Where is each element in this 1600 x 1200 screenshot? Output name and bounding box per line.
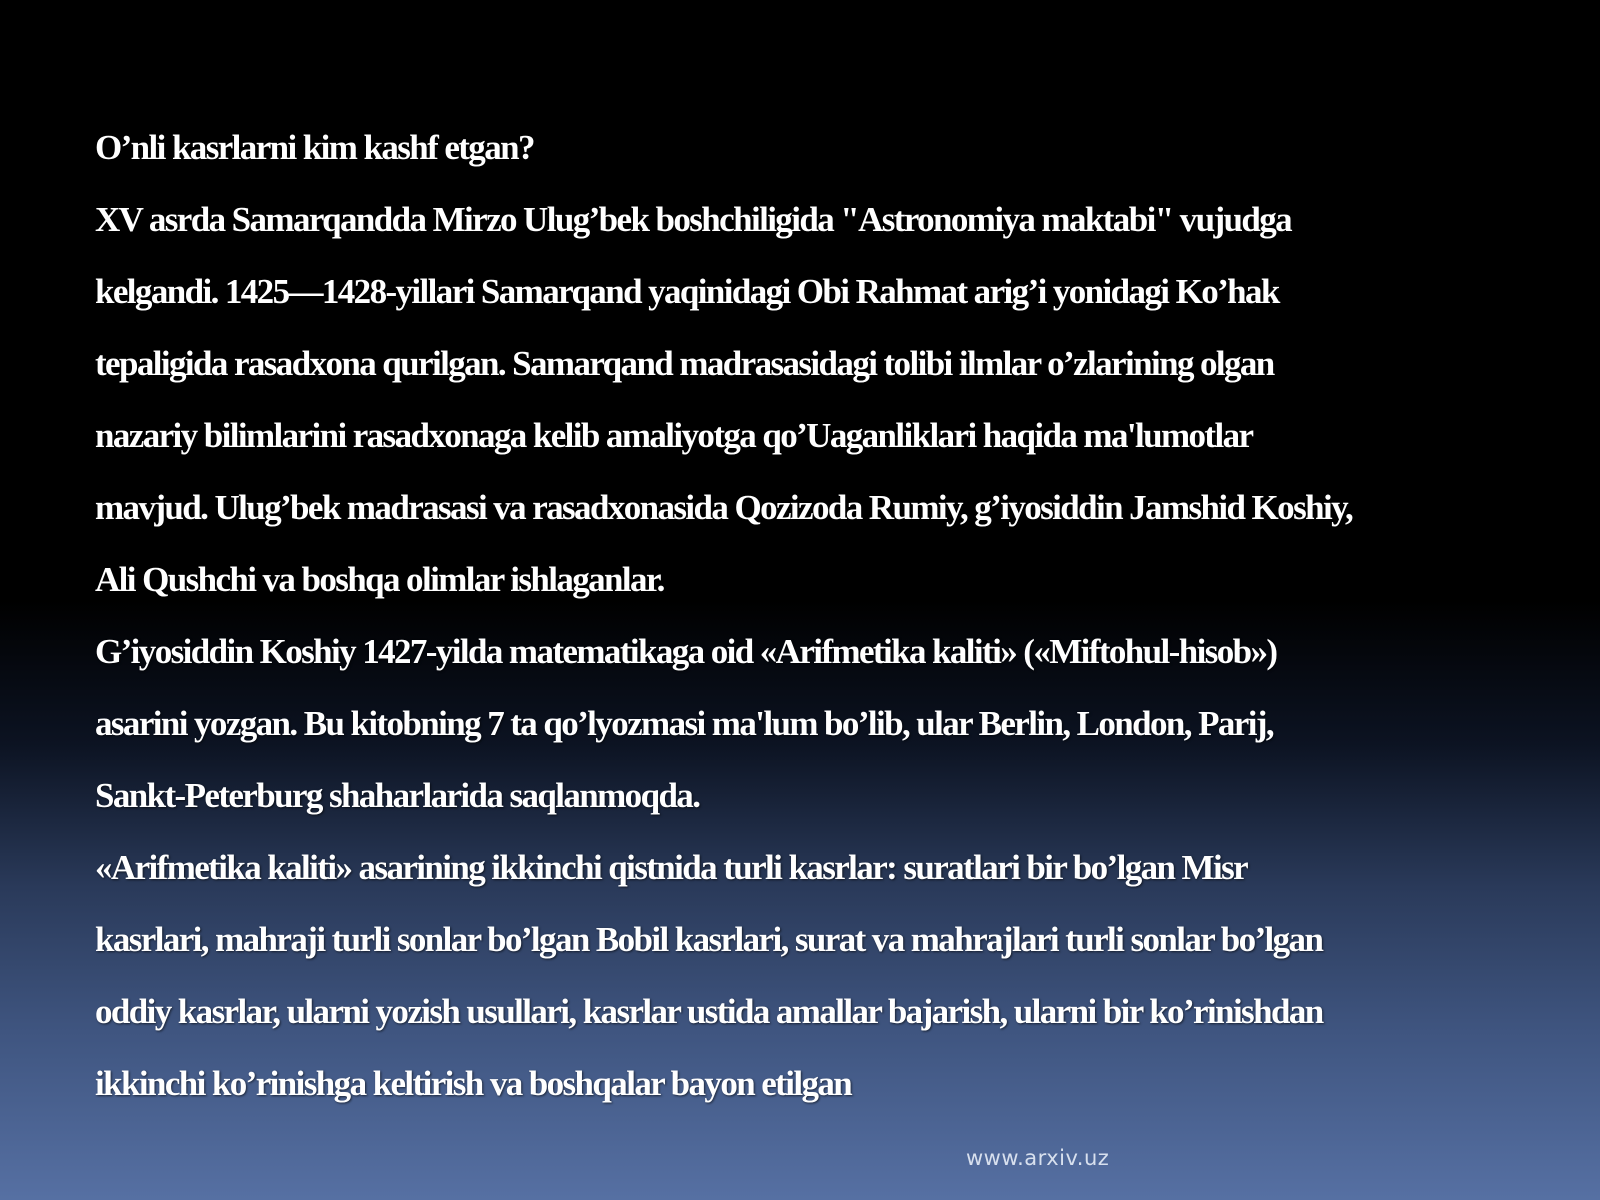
text-line: kasrlari, mahraji turli sonlar bo’lgan Bobil kasrlari, surat va mahrajlari turli sonlar bo’lgan: [95, 920, 1323, 959]
text-line: oddiy kasrlar, ularni yozish usullari, kasrlar ustida amallar bajarish, ularni bir ko’rinishdan: [95, 992, 1323, 1031]
text-line: kelgandi. 1425—1428-yillari Samarqand yaqinidagi Obi Rahmat arig’i yonidagi Ko’hak: [95, 272, 1279, 311]
text-line: nazariy bilimlarini rasadxonaga kelib amaliyotga qo’Uaganliklari haqida ma'lumotlar: [95, 416, 1253, 455]
text-line: Sankt-Peterburg shaharlarida saqlanmoqda.: [95, 776, 700, 815]
text-line: G’iyosiddin Koshiy 1427-yilda matematikaga oid «Arifmetika kaliti» («Miftohul-hisob»): [95, 632, 1277, 671]
text-line: ikkinchi ko’rinishga keltirish va boshqalar bayon etilgan: [95, 1064, 852, 1103]
text-line: «Arifmetika kaliti» asarining ikkinchi qistnida turli kasrlar: suratlari bir bo’lgan Misr: [95, 848, 1248, 887]
watermark-url: www.arxiv.uz: [966, 1146, 1110, 1170]
text-line: asarini yozgan. Bu kitobning 7 ta qo’lyozmasi ma'lum bo’lib, ular Berlin, London, Parij,: [95, 704, 1274, 743]
text-line: tepaligida rasadxona qurilgan. Samarqand madrasasidagi tolibi ilmlar o’zlarining olgan: [95, 344, 1274, 383]
slide-text-body: [95, 112, 1515, 1120]
slide-heading: O’nli kasrlarni kim kashf etgan?: [95, 128, 534, 167]
text-line: mavjud. Ulug’bek madrasasi va rasadxonasida Qozizoda Rumiy, g’iyosiddin Jamshid Koshiy,: [95, 488, 1353, 527]
text-line: Ali Qushchi va boshqa olimlar ishlaganlar.: [95, 560, 664, 599]
text-line: XV asrda Samarqandda Mirzo Ulug’bek boshchiligida "Astronomiya maktabi" vujudga: [95, 200, 1292, 239]
